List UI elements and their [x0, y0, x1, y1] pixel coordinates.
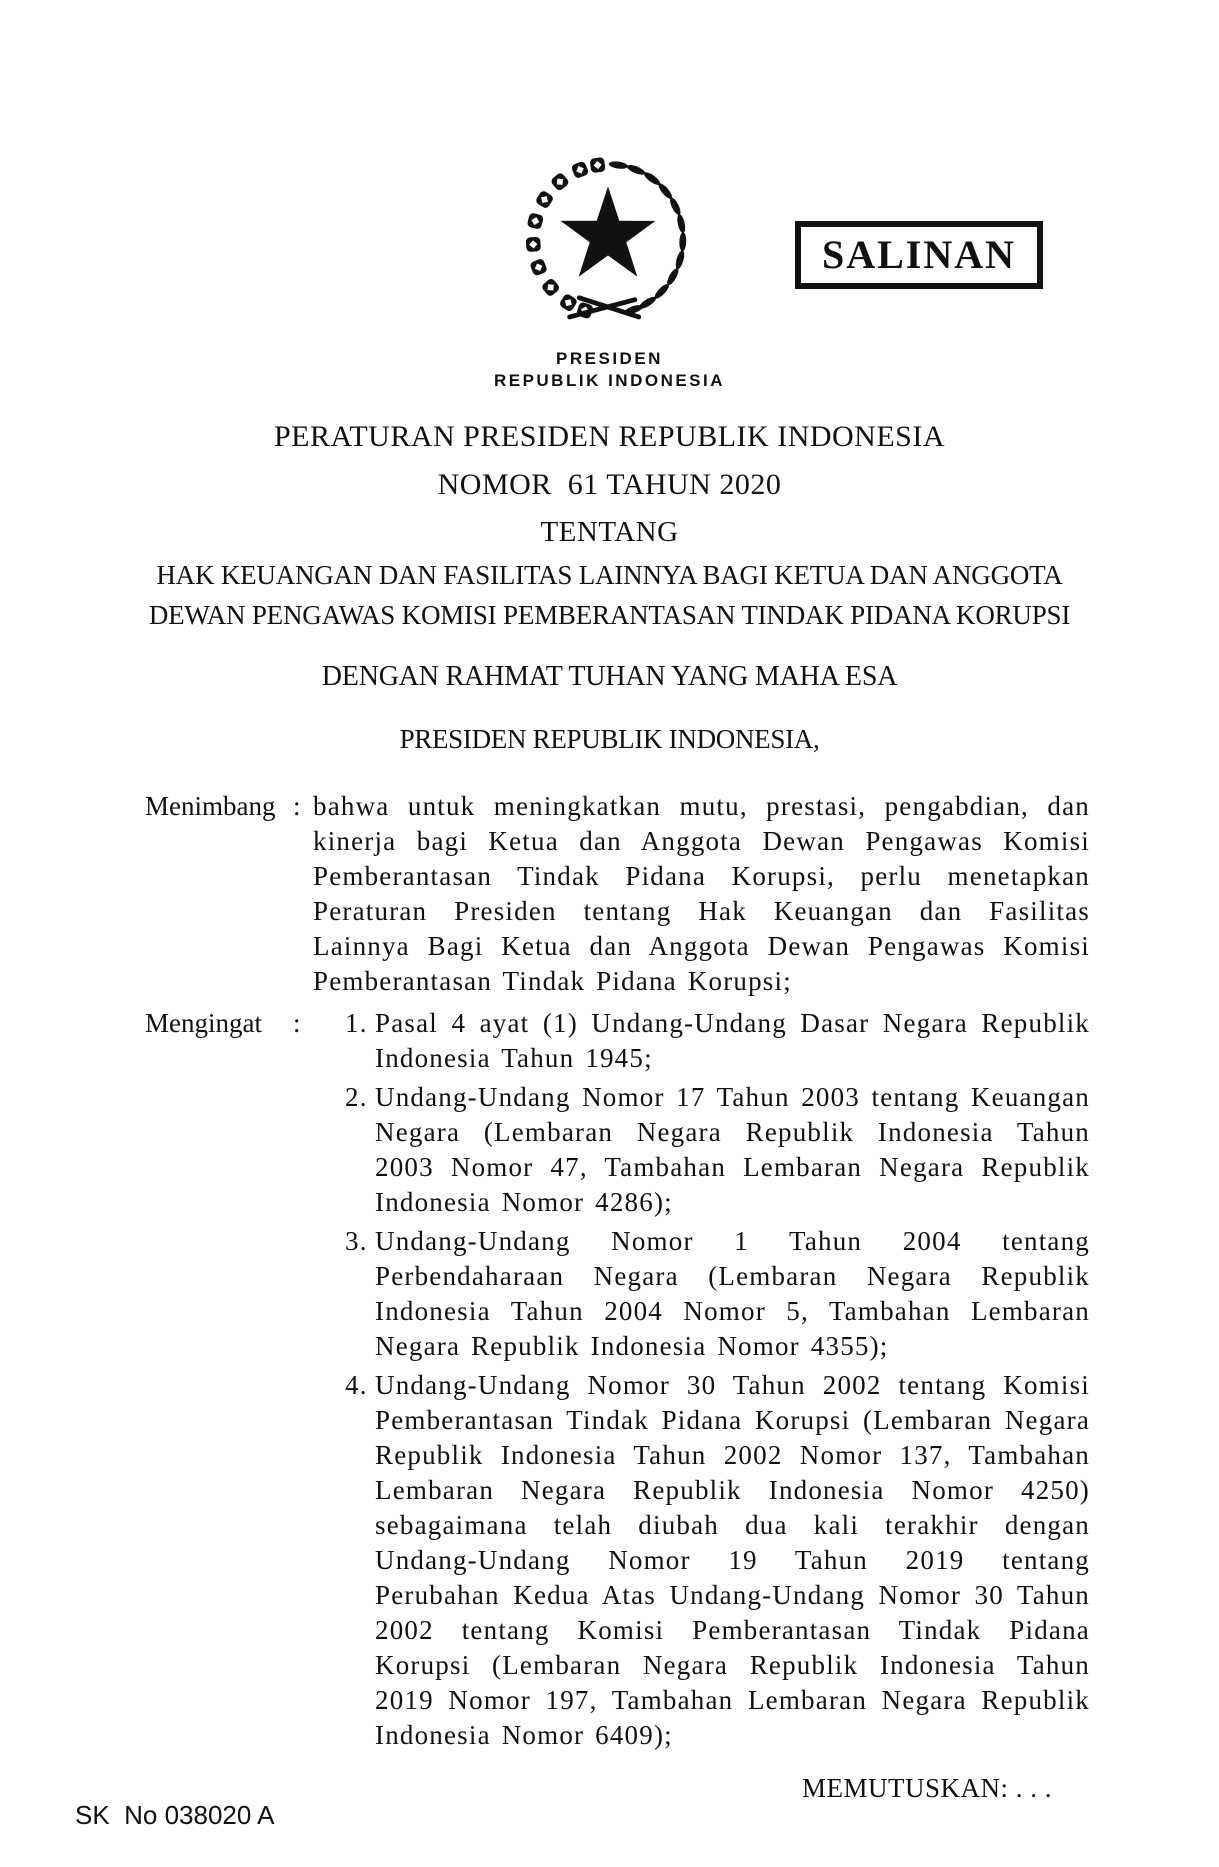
- salinan-stamp-label: SALINAN: [821, 232, 1017, 277]
- decision-line: MEMUTUSKAN: . . .: [801, 1773, 1052, 1803]
- list-item-text: Pasal 4 ayat (1) Undang-Undang Dasar Negara Republik Indonesia Tahun 1945;: [375, 1008, 1090, 1073]
- list-item-text: Undang-Undang Nomor 1 Tahun 2004 tentang Perbendaharaan Negara (Lembaran Negara Republik Indonesia Tahun 2004 Nomor 5, Tambahan Lembaran Negara Republik Indonesia Nomor 4355);: [375, 1226, 1090, 1361]
- list-item-text: Undang-Undang Nomor 30 Tahun 2002 tentang Komisi Pemberantasan Tindak Pidana Korupsi (Lembaran Negara Republik Indonesia Tahun 2002 Nomor 137, Tambahan Lembaran Negara Republik Indonesia Nomor 4250) sebagaimana telah diubah dua kali terakhir dengan Undang-Undang Nomor 19 Tahun 2019 tentang Perubahan Kedua Atas Undang-Undang Nomor 30 Tahun 2002 tentang Komisi Pemberantasan Tindak Pidana Korupsi (Lembaran Negara Republik Indonesia Tahun 2019 Nomor 197, Tambahan Lembaran Negara Republik Indonesia Nomor 6409);: [375, 1370, 1090, 1750]
- letterhead-republik-indonesia: REPUBLIK INDONESIA: [493, 371, 726, 390]
- recalling-colon: :: [293, 1008, 301, 1038]
- presidential-emblem-icon: [512, 148, 704, 340]
- subject-line-1: HAK KEUANGAN DAN FASILITAS LAINNYA BAGI KETUA DAN ANGGOTA: [156, 560, 1063, 590]
- recalling-list: [313, 1006, 1090, 1757]
- list-item-number: 4.: [345, 1370, 368, 1400]
- list-item-number: 1.: [345, 1008, 368, 1038]
- considering-label: Menimbang: [145, 791, 276, 821]
- list-item-number: 3.: [345, 1226, 368, 1256]
- recalling-section: [145, 1006, 1090, 1757]
- considering-section: [145, 789, 1090, 999]
- considering-colon: :: [293, 791, 301, 821]
- issuer-line: PRESIDEN REPUBLIK INDONESIA,: [399, 724, 820, 754]
- list-item-number: 2.: [345, 1082, 368, 1112]
- invocation: DENGAN RAHMAT TUHAN YANG MAHA ESA: [321, 661, 898, 692]
- list-item-text: Undang-Undang Nomor 17 Tahun 2003 tentang Keuangan Negara (Lembaran Negara Republik Indonesia Tahun 2003 Nomor 47, Tambahan Lembaran Negara Republik Indonesia Nomor 4286);: [375, 1082, 1090, 1217]
- list-item: [345, 1368, 1090, 1753]
- regulation-number: NOMOR 61 TAHUN 2020: [437, 468, 782, 501]
- list-item: [345, 1224, 1090, 1364]
- regulation-title: PERATURAN PRESIDEN REPUBLIK INDONESIA: [273, 420, 946, 453]
- recalling-label: Mengingat: [145, 1008, 262, 1038]
- letterhead-presiden: PRESIDEN: [556, 349, 663, 368]
- tentang-label: TENTANG: [540, 516, 679, 548]
- subject-line-2: DEWAN PENGAWAS KOMISI PEMBERANTASAN TINDAK PIDANA KORUPSI: [148, 600, 1071, 630]
- salinan-stamp: [795, 221, 1043, 289]
- letterhead: [0, 348, 1219, 392]
- document-body: [145, 789, 1090, 1806]
- list-item: [345, 1080, 1090, 1220]
- document-control-number: SK No 038020 A: [75, 1800, 275, 1830]
- list-item: [345, 1006, 1090, 1076]
- considering-text: bahwa untuk meningkatkan mutu, prestasi, pengabdian, dan kinerja bagi Ketua dan Anggota Dewan Pengawas Komisi Pemberantasan Tindak Pidana Korupsi, perlu menetapkan Peraturan Presiden tentang Hak Keuangan dan Fasilitas Lainnya Bagi Ketua dan Anggota Dewan Pengawas Komisi Pemberantasan Tindak Pidana Korupsi;: [313, 791, 1090, 996]
